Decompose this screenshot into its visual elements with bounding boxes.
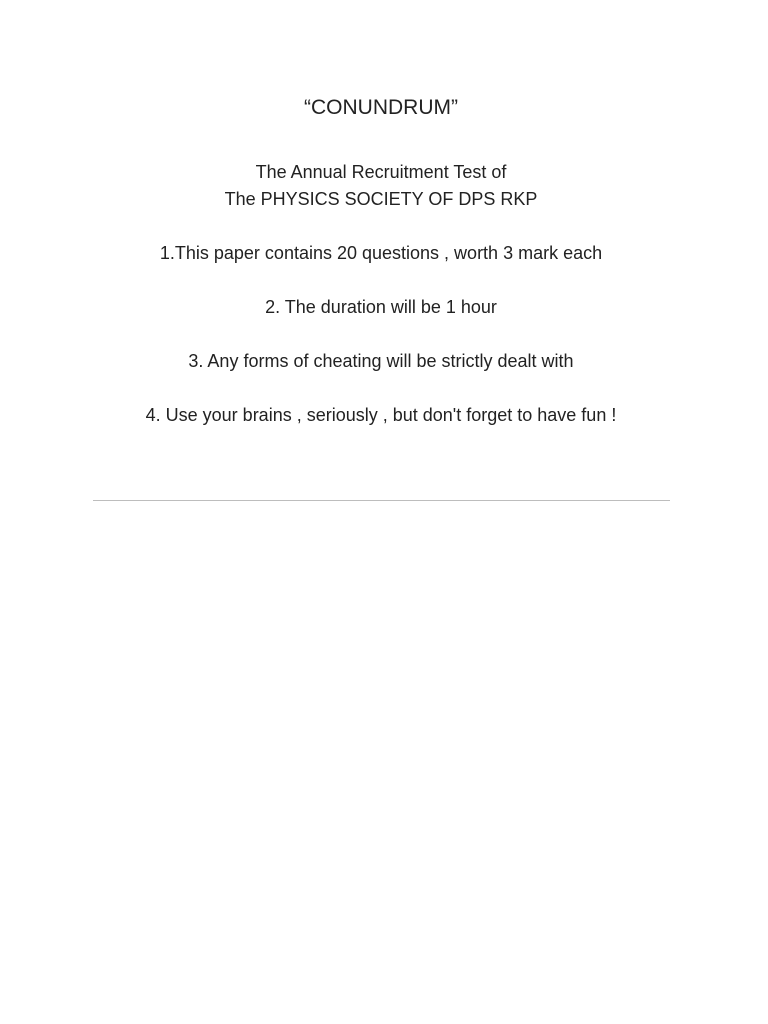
subtitle-line-2: The PHYSICS SOCIETY OF DPS RKP bbox=[224, 189, 538, 209]
instruction-3: 3. Any forms of cheating will be strictly dealt with bbox=[188, 351, 574, 371]
instruction-4: 4. Use your brains , seriously , but don't forget to have fun ! bbox=[145, 405, 617, 425]
subtitle-line-1: The Annual Recruitment Test of bbox=[255, 162, 507, 182]
instruction-2: 2. The duration will be 1 hour bbox=[265, 297, 497, 317]
page-title: “CONUNDRUM” bbox=[304, 96, 458, 119]
instruction-1: 1.This paper contains 20 questions , worth 3 mark each bbox=[159, 243, 603, 263]
horizontal-divider bbox=[93, 500, 670, 501]
